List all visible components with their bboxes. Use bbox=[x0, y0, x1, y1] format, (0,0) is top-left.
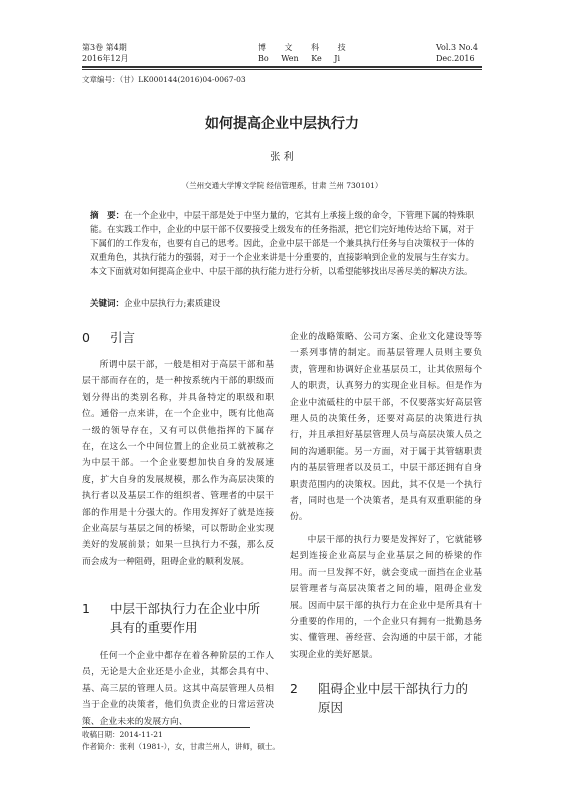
abstract bbox=[90, 209, 474, 279]
header-journal-pinyin: Bo Wen Ke Ji bbox=[258, 54, 341, 63]
article-title: 如何提高企业中层执行力 bbox=[205, 116, 359, 132]
left-column-para-1 bbox=[82, 357, 274, 570]
header-journal-cn: 博 文 科 技 bbox=[258, 43, 354, 52]
section-number: 1 bbox=[82, 601, 90, 616]
paragraph: 企业的战略策略、公司方案、企业文化建设等等一系列事情的制定。而基层管理人员则主要负责，管理和协调好企业基层员工，让其依照每个人的职责，认真努力的实现企业目标。但是作为企业中流砥柱的中层干部，不仅要落实好高层管理人员的决策任务，还要对高层的决策进行执行，并且承担好基层管理人员与高层决策人员之间的沟通职能。另一方面，对于属于其管辖职责内的基层管理者以及员工，中层干部还拥有自身职责范围内的决策权。因此，其不仅是一个执行者，同时也是一个决策者，是具有双重职能的身份。 bbox=[290, 332, 482, 523]
section-number: 2 bbox=[290, 681, 298, 696]
header-rule-thin bbox=[82, 69, 482, 70]
right-column-para-1 bbox=[290, 329, 482, 526]
header-volume-en: Vol.3 No.4 bbox=[436, 43, 478, 52]
section-number: 0 bbox=[82, 330, 90, 345]
section-title-line1: 阻碍企业中层干部执行力的 bbox=[318, 681, 469, 696]
keywords bbox=[90, 297, 474, 309]
article-number: 文章编号：（甘）LK000144(2016)04-0067-03 bbox=[82, 75, 246, 84]
right-column-para-2 bbox=[290, 532, 482, 663]
section-title-line2: 具有的重要作用 bbox=[110, 620, 198, 635]
paragraph: 任何一个企业中都存在着各种阶层的工作人员，无论是大企业还是小企业，其都会具有中、基、高三层的管理人员。这其中高层管理人员相当于企业的决策者，他们负责企业的日常运营决策、企业未来的发展方向、 bbox=[82, 651, 274, 727]
header-date-cn: 2016年12月 bbox=[82, 54, 129, 63]
keywords-label: 关键词： bbox=[90, 299, 125, 309]
author-bio: 作者简介：张利（1981-），女，甘肃兰州人，讲师，硕士。 bbox=[82, 742, 280, 751]
section-heading-1 bbox=[82, 600, 282, 640]
section-title-line2: 原因 bbox=[318, 700, 344, 715]
paragraph: 中层干部的执行力要是发挥好了，它就能够起到连接企业高层与企业基层之间的桥梁的作用。而一旦发挥不好，就会变成一面挡在企业基层管理者与高层决策者之间的墙，阻碍企业发展。因而中层干部的执行力在企业中是所具有十分重要的作用的，一个企业只有拥有一批勤恳务实、懂管理、善经营、会沟通的中层干部，才能实现企业的美好愿景。 bbox=[290, 535, 482, 660]
paragraph: 所谓中层干部，一般是相对于高层干部和基层干部而存在的，是一种按系统内干部的职级而划分得出的类别名称，并具备特定的职级和职位。通俗一点来讲，在一个企业中，既有比他高一级的领导存在，又有可以供他指挥的下属存在，在这么一个中间位置上的企业员工就被称之为中层干部。一个企业要想加快自身的发展速度，扩大自身的发展规模，那么作为高层决策的执行者以及基层工作的组织者、管理者的中层干部的作用是十分强大的。作用发挥好了就是连接企业高层与基层之间的桥梁，可以帮助企业实现美好的发展前景；如果一旦执行力不强，那么反而会成为一种阻碍，阻碍企业的顺利发展。 bbox=[82, 360, 274, 567]
section-heading-2 bbox=[290, 680, 490, 720]
section-title-line1: 中层干部执行力在企业中所 bbox=[110, 601, 261, 616]
abstract-label: 摘 要： bbox=[90, 211, 125, 221]
received-date: 收稿日期：2014-11-21 bbox=[82, 730, 163, 739]
section-title: 引言 bbox=[110, 330, 136, 345]
footnote-rule bbox=[82, 727, 250, 728]
left-column-para-2 bbox=[82, 648, 274, 730]
section-heading-0 bbox=[82, 329, 272, 349]
affiliation: （兰州交通大学博文学院 经信管理系，甘肃 兰州 730101） bbox=[181, 181, 383, 190]
header-volume: 第3卷 第4期 bbox=[82, 43, 127, 52]
author: 张 利 bbox=[270, 152, 294, 163]
header-date-en: Dec.2016 bbox=[436, 54, 475, 63]
keywords-text: 企业中层执行力;素质建设 bbox=[124, 299, 221, 309]
header-rule bbox=[82, 66, 482, 68]
abstract-text: 在一个企业中，中层干部是处于中坚力量的，它其有上承接上级的命令，下管理下属的特殊职能。在实践工作中，企业的中层干部不仅要接受上级发布的任务指派，把它们完好地传达给下属，对于下属们的工作发布，也要有自己的思考。因此，企业中层干部是一个兼具执行任务与自决策权于一体的双重角色，其执行能力的强弱，对于一个企业来讲是十分重要的，直接影响到企业的发展与生存实力。本文下面就对如何提高企业中、中层干部的执行能力进行分析，以希望能够找出尽善尽美的解决方法。 bbox=[90, 211, 474, 277]
